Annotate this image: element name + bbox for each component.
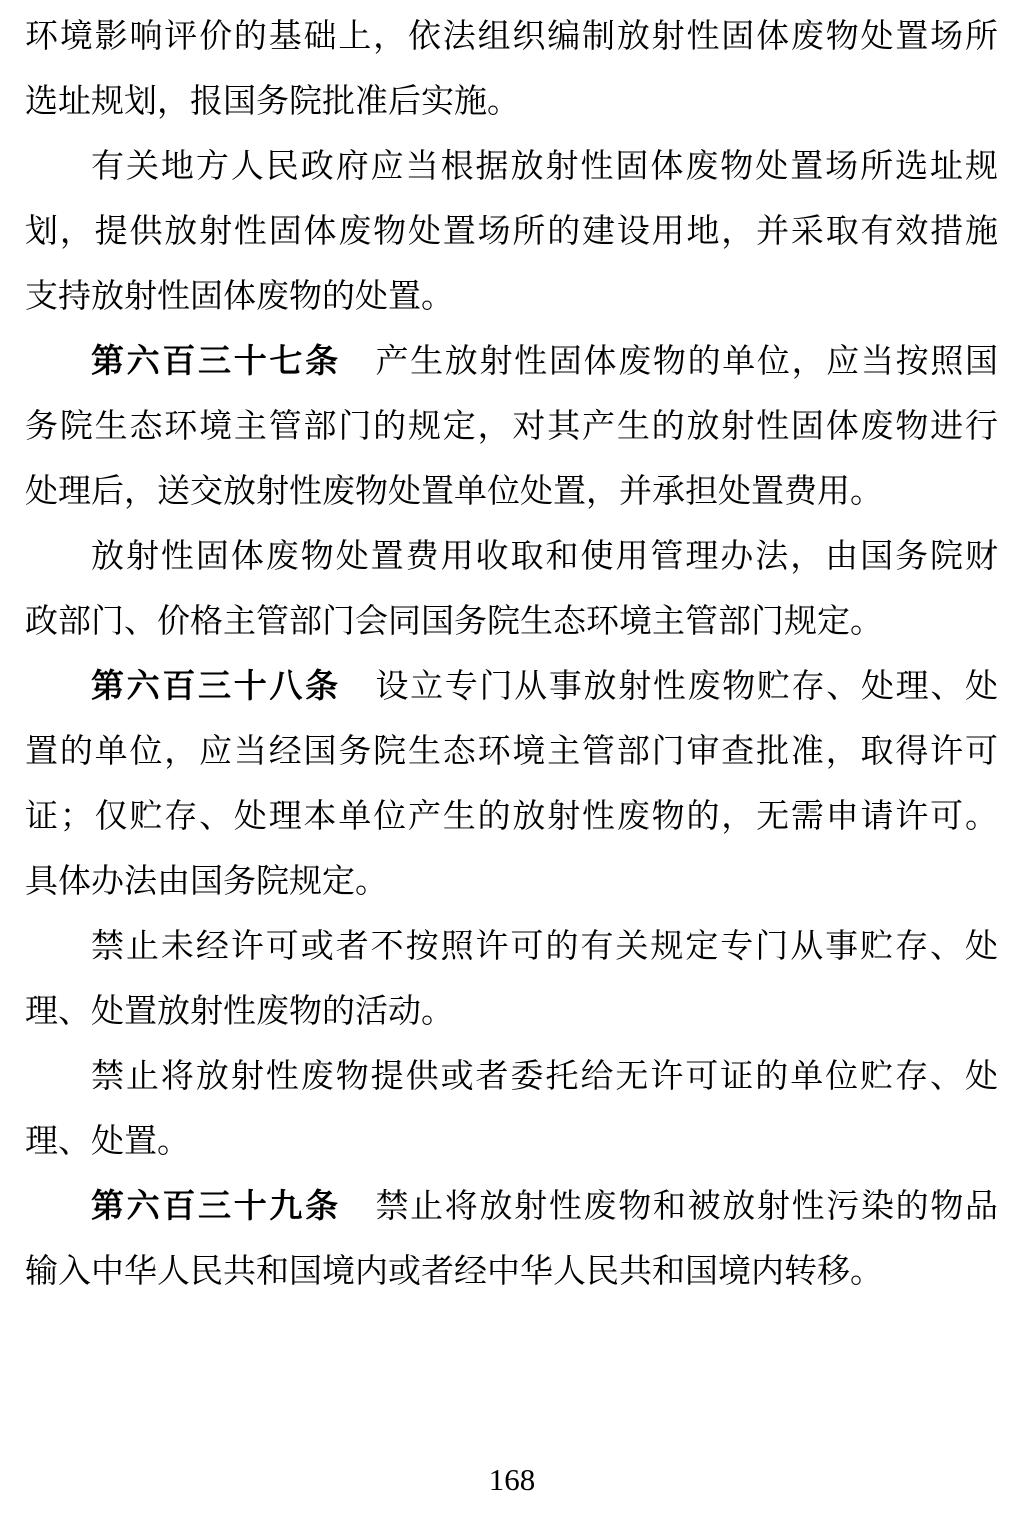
line-text: 划，提供放射性固体废物处置场所的建设用地，并采取有效措施: [25, 214, 998, 250]
body-text-block: [25, 5, 998, 1305]
text-line: [25, 850, 998, 915]
text-line: [25, 785, 998, 850]
page-number: 168: [488, 1462, 536, 1497]
line-text: 政部门、价格主管部门会同国务院生态环境主管部门规定。: [25, 604, 883, 640]
line-text: 放射性固体废物处置费用收取和使用管理办法，由国务院财: [91, 539, 998, 575]
line-text: 理、处置。: [25, 1124, 190, 1160]
text-line: [25, 330, 998, 395]
text-line: [25, 460, 998, 525]
line-text: 环境影响评价的基础上，依法组织编制放射性固体废物处置场所: [25, 19, 998, 55]
text-line: [25, 655, 998, 720]
line-text: 具体办法由国务院规定。: [25, 864, 388, 900]
text-line: [25, 395, 998, 460]
text-line: [25, 1110, 998, 1175]
text-line: [25, 915, 998, 980]
text-line: [25, 1175, 998, 1240]
line-text: 产生放射性固体废物的单位，应当按照国: [340, 344, 999, 380]
text-line: [25, 265, 998, 330]
line-text: 有关地方人民政府应当根据放射性固体废物处置场所选址规: [91, 149, 998, 185]
line-text: 禁止将放射性废物提供或者委托给无许可证的单位贮存、处: [91, 1059, 998, 1095]
text-line: [25, 590, 998, 655]
line-text: 禁止将放射性废物和被放射性污染的物品: [340, 1189, 999, 1225]
line-text: 设立专门从事放射性废物贮存、处理、处: [340, 669, 999, 705]
text-line: [25, 1045, 998, 1110]
text-line: [25, 135, 998, 200]
line-text: 禁止未经许可或者不按照许可的有关规定专门从事贮存、处: [91, 929, 998, 965]
text-line: [25, 720, 998, 785]
article-number: 第六百三十八条: [91, 669, 341, 705]
line-text: 置的单位，应当经国务院生态环境主管部门审查批准，取得许可: [25, 734, 998, 770]
line-text: 支持放射性固体废物的处置。: [25, 279, 454, 315]
article-number: 第六百三十七条: [91, 344, 341, 380]
text-line: [25, 70, 998, 135]
article-number: 第六百三十九条: [91, 1189, 341, 1225]
line-text: 输入中华人民共和国境内或者经中华人民共和国境内转移。: [25, 1254, 883, 1290]
text-line: [25, 980, 998, 1045]
text-line: [25, 525, 998, 590]
line-text: 务院生态环境主管部门的规定，对其产生的放射性固体废物进行: [25, 409, 998, 445]
line-text: 处理后，送交放射性废物处置单位处置，并承担处置费用。: [25, 474, 883, 510]
line-text: 选址规划，报国务院批准后实施。: [25, 84, 520, 120]
line-text: 理、处置放射性废物的活动。: [25, 994, 454, 1030]
text-line: [25, 200, 998, 265]
text-line: [25, 5, 998, 70]
line-text: 证；仅贮存、处理本单位产生的放射性废物的，无需申请许可。: [25, 799, 998, 835]
text-line: [25, 1240, 998, 1305]
